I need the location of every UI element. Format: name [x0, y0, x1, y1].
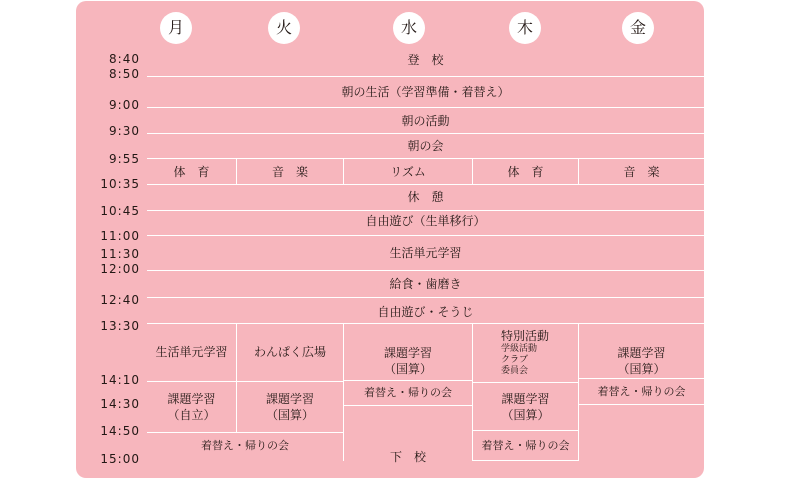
- pm-tue-2: [237, 391, 343, 423]
- pm-wed-1: [344, 345, 472, 377]
- band-free-play: 自由遊び（生単移行）: [365, 214, 486, 228]
- band-break: 休 憩: [407, 190, 444, 204]
- row-divider: [147, 107, 704, 108]
- p2-mon: 体 育: [173, 165, 210, 179]
- pm-thu-1-sub1: 学級活動: [501, 344, 538, 354]
- cell-divider: [344, 405, 472, 406]
- p2-wed: リズム: [390, 165, 426, 179]
- pm-thu-1-sub3: 委員会: [501, 366, 529, 376]
- time-label: 14:30: [100, 397, 140, 411]
- pm-tue-1: わんぱく広場: [253, 345, 326, 359]
- pm-tue-2-line2: （国算）: [265, 408, 314, 422]
- pm-mon-2: [147, 391, 236, 423]
- p2-thu: 体 育: [507, 165, 544, 179]
- pm-mon-2-line1: 課題学習: [167, 392, 216, 406]
- cell-divider: [473, 430, 578, 431]
- time-label: 8:40: [109, 52, 140, 66]
- time-label: 8:50: [109, 67, 140, 81]
- band-tokou: 登 校: [407, 53, 444, 67]
- row-divider: [147, 270, 704, 271]
- row-divider: [147, 235, 704, 236]
- row-divider: [147, 323, 704, 324]
- time-label: 9:30: [109, 124, 140, 138]
- band-morning-prep: 朝の生活（学習準備・着替え）: [341, 85, 510, 99]
- row-divider: [147, 184, 704, 185]
- p2-fri: 音 楽: [623, 165, 660, 179]
- row-divider: [147, 76, 704, 77]
- pm-montue-home: 着替え・帰りの会: [201, 439, 289, 452]
- time-label: 11:00: [100, 229, 140, 243]
- pm-fri-1-line2: （国算）: [617, 362, 666, 376]
- p2-tue: 音 楽: [271, 165, 308, 179]
- pm-thu-2-line1: 課題学習: [501, 392, 550, 406]
- time-label: 14:50: [100, 424, 140, 438]
- time-label: 9:00: [109, 98, 140, 112]
- cell-divider: [579, 378, 704, 379]
- pm-thu-1-title: 特別活動: [501, 329, 550, 343]
- time-label: 14:10: [100, 373, 140, 387]
- pm-wed-1-line2: （国算）: [383, 362, 432, 376]
- band-lunch: 給食・歯磨き: [389, 277, 462, 291]
- day-header-wed: 水: [393, 12, 425, 44]
- pm-thu-home: 着替え・帰りの会: [481, 439, 570, 452]
- day-header-fri: 金: [622, 12, 654, 44]
- band-morning-activity: 朝の活動: [401, 114, 450, 128]
- day-header-thu: 木: [509, 12, 541, 44]
- time-label: 15:00: [100, 452, 140, 466]
- pm-fri-1: [579, 345, 704, 377]
- row-divider: [147, 210, 704, 211]
- pm-thu-2: [473, 391, 578, 423]
- row-divider: [147, 158, 704, 159]
- pm-tue-2-line1: 課題学習: [265, 392, 314, 406]
- cell-divider: [344, 380, 472, 381]
- pm-wed-home: 着替え・帰りの会: [364, 386, 452, 399]
- band-morning-meeting: 朝の会: [407, 139, 444, 153]
- time-label: 10:45: [100, 204, 140, 218]
- time-label: 12:40: [100, 293, 140, 307]
- pm-thu-1-sub2: クラブ: [501, 355, 529, 365]
- cell-divider: [473, 382, 578, 383]
- pm-wed-1-line1: 課題学習: [383, 346, 432, 360]
- cell-divider: [579, 404, 704, 405]
- time-label: 12:00: [100, 262, 140, 276]
- pm-wed-leave: 下 校: [389, 450, 426, 464]
- band-free-clean: 自由遊び・そうじ: [377, 305, 474, 319]
- pm-fri-home: 着替え・帰りの会: [597, 385, 686, 398]
- pm-fri-1-line1: 課題学習: [617, 346, 666, 360]
- cell-divider: [473, 460, 578, 461]
- day-header-mon: 月: [160, 12, 192, 44]
- cell-divider: [147, 381, 343, 382]
- row-divider: [147, 133, 704, 134]
- time-label: 10:35: [100, 177, 140, 191]
- day-header-tue: 火: [268, 12, 300, 44]
- time-label: 11:30: [100, 247, 140, 261]
- band-life-unit: 生活単元学習: [389, 246, 462, 260]
- time-label: 9:55: [109, 152, 140, 166]
- pm-mon-2-line2: （自立）: [167, 408, 216, 422]
- pm-thu-2-line2: （国算）: [501, 408, 550, 422]
- row-divider: [147, 297, 704, 298]
- pm-mon-1: 生活単元学習: [155, 345, 228, 359]
- cell-divider: [147, 432, 343, 433]
- pm-thu-1: [473, 328, 578, 377]
- time-label: 13:30: [100, 319, 140, 333]
